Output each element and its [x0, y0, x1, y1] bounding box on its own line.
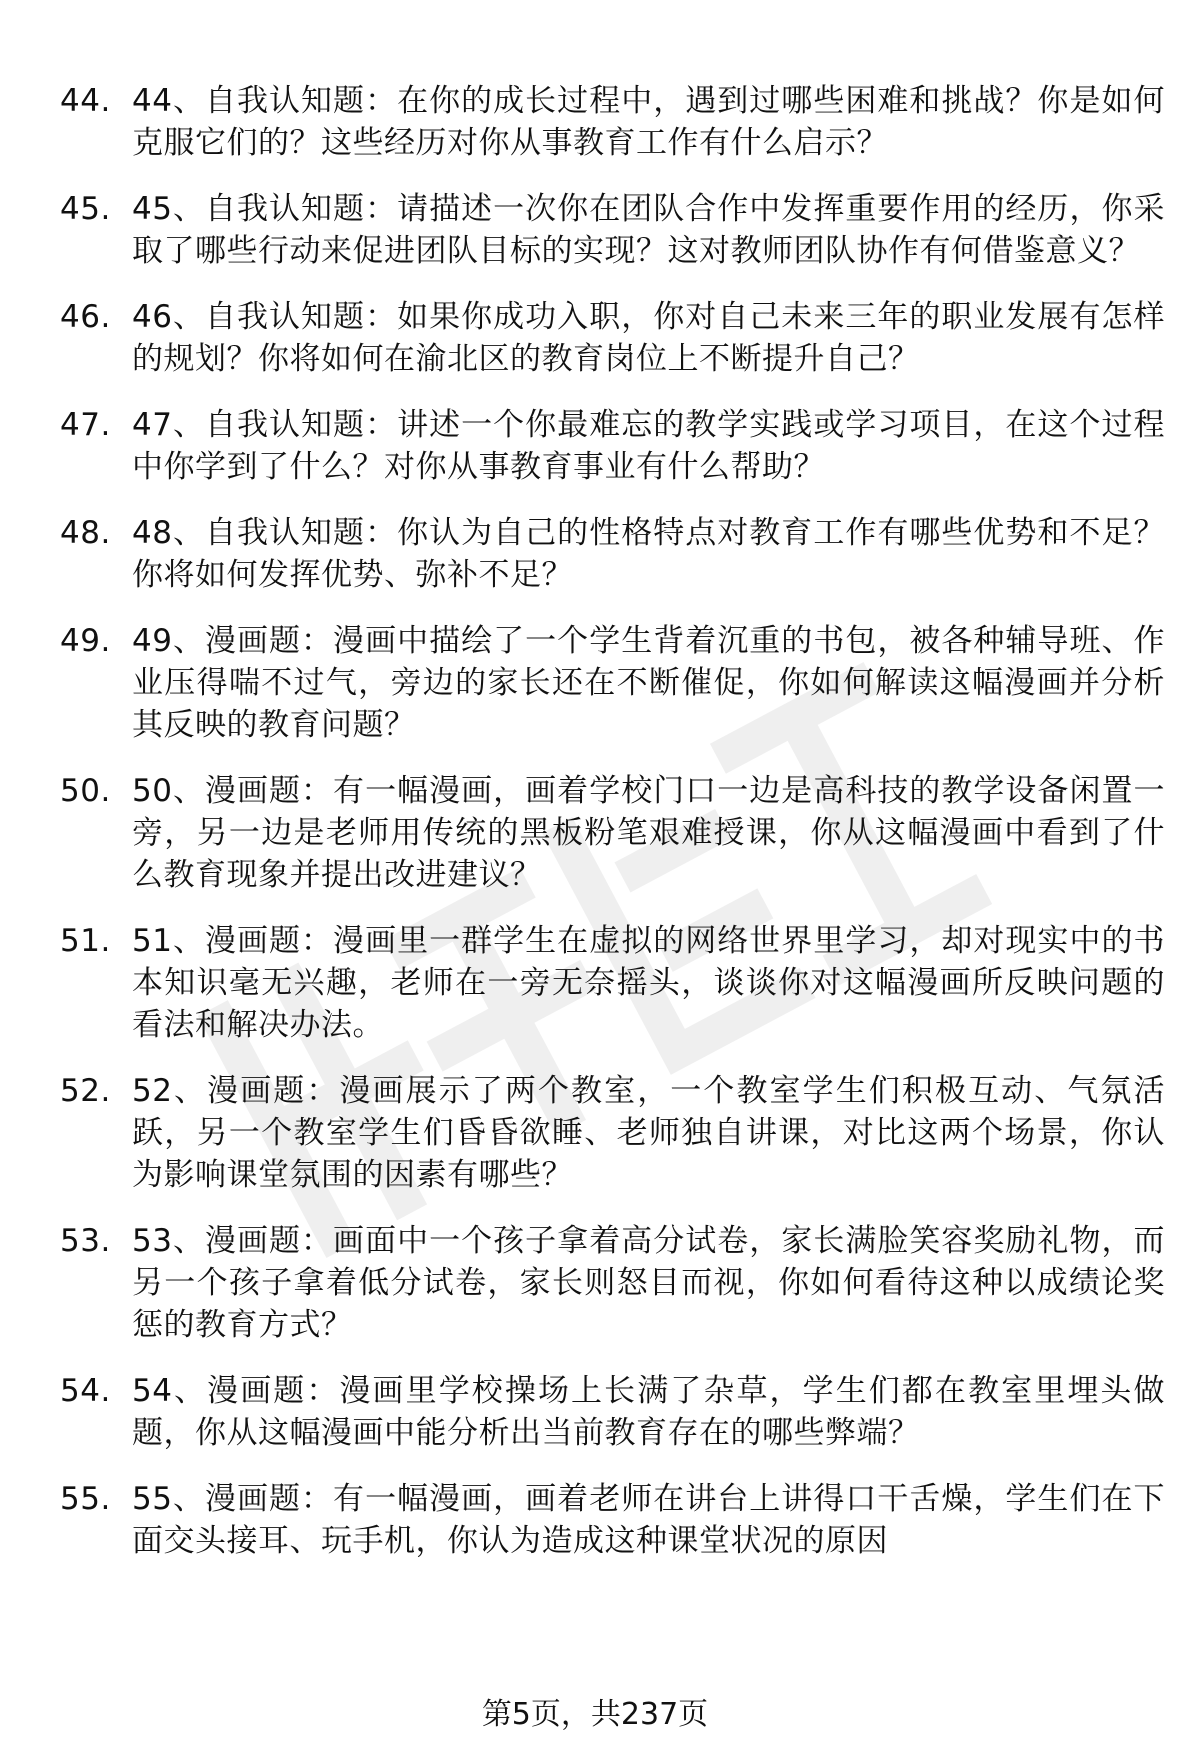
question-text: 53、漫画题：画面中一个孩子拿着高分试卷，家长满脸笑容奖励礼物，而另一个孩子拿着低分试卷，家长则怒目而视，你如何看待这种以成绩论奖惩的教育方式？	[132, 1223, 1165, 1343]
question-text: 45、自我认知题：请描述一次你在团队合作中发挥重要作用的经历，你采取了哪些行动来促进团队目标的实现？这对教师团队协作有何借鉴意义？	[132, 191, 1165, 269]
question-item	[60, 620, 1165, 746]
question-text: 46、自我认知题：如果你成功入职，你对自己未来三年的职业发展有怎样的规划？你将如何在渝北区的教育岗位上不断提升自己？	[132, 299, 1165, 377]
question-text: 44、自我认知题：在你的成长过程中，遇到过哪些困难和挑战？你是如何克服它们的？这些经历对你从事教育工作有什么启示？	[132, 83, 1165, 161]
question-text: 52、漫画题：漫画展示了两个教室，一个教室学生们积极互动、气氛活跃，另一个教室学生们昏昏欲睡、老师独自讲课，对比这两个场景，你认为影响课堂氛围的因素有哪些？	[132, 1073, 1165, 1193]
question-number: 51.	[60, 923, 111, 959]
question-text: 49、漫画题：漫画中描绘了一个学生背着沉重的书包，被各种辅导班、作业压得喘不过气，旁边的家长还在不断催促，你如何解读这幅漫画并分析其反映的教育问题？	[132, 623, 1165, 743]
question-text: 55、漫画题：有一幅漫画，画着老师在讲台上讲得口干舌燥，学生们在下面交头接耳、玩手机，你认为造成这种课堂状况的原因	[132, 1481, 1165, 1559]
question-item	[60, 512, 1165, 596]
question-text: 54、漫画题：漫画里学校操场上长满了杂草，学生们都在教室里埋头做题，你从这幅漫画中能分析出当前教育存在的哪些弊端？	[132, 1373, 1165, 1451]
question-number: 48.	[60, 515, 111, 551]
page-number-footer: 第5页，共237页	[481, 1697, 709, 1732]
question-item	[60, 920, 1165, 1046]
question-item	[60, 188, 1165, 272]
question-item	[60, 1370, 1165, 1454]
question-item	[60, 1220, 1165, 1346]
question-text: 50、漫画题：有一幅漫画，画着学校门口一边是高科技的教学设备闲置一旁，另一边是老师用传统的黑板粉笔艰难授课，你从这幅漫画中看到了什么教育现象并提出改进建议？	[132, 773, 1165, 893]
question-number: 53.	[60, 1223, 111, 1259]
question-number: 46.	[60, 299, 111, 335]
question-number: 47.	[60, 407, 111, 443]
question-number: 55.	[60, 1481, 111, 1517]
question-text: 51、漫画题：漫画里一群学生在虚拟的网络世界里学习，却对现实中的书本知识毫无兴趣，老师在一旁无奈摇头，谈谈你对这幅漫画所反映问题的看法和解决办法。	[132, 923, 1165, 1043]
question-number: 49.	[60, 623, 111, 659]
question-item	[60, 1070, 1165, 1196]
question-text: 47、自我认知题：讲述一个你最难忘的教学实践或学习项目，在这个过程中你学到了什么？对你从事教育事业有什么帮助？	[132, 407, 1165, 485]
question-text: 48、自我认知题：你认为自己的性格特点对教育工作有哪些优势和不足？你将如何发挥优势、弥补不足？	[132, 515, 1165, 593]
question-number: 52.	[60, 1073, 111, 1109]
question-item	[60, 770, 1165, 896]
question-item	[60, 1478, 1165, 1562]
question-number: 45.	[60, 191, 111, 227]
question-number: 50.	[60, 773, 111, 809]
question-number: 44.	[60, 83, 111, 119]
question-number: 54.	[60, 1373, 111, 1409]
question-list	[60, 80, 1165, 1586]
question-item	[60, 80, 1165, 164]
question-item	[60, 404, 1165, 488]
question-item	[60, 296, 1165, 380]
